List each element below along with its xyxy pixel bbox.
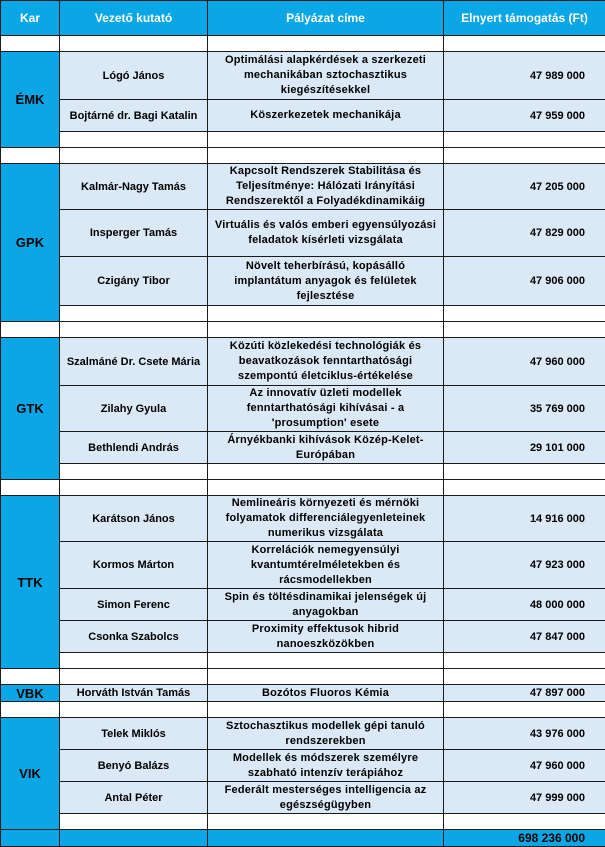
spacer-row: [1, 464, 605, 480]
table-row: [1, 100, 605, 132]
header-title: Pályázat címe: [208, 1, 444, 36]
spacer-row: [1, 480, 605, 496]
total-empty-cell: [60, 830, 208, 847]
title-cell: Sztochasztikus modellek gépi tanuló rendszerekben: [208, 718, 444, 750]
amount-cell: 47 989 000: [444, 52, 605, 100]
leader-cell: Zilahy Gyula: [60, 386, 208, 432]
amount-cell: 47 960 000: [444, 750, 605, 782]
table-row: [1, 386, 605, 432]
table-row: [1, 542, 605, 589]
amount-cell: 47 829 000: [444, 210, 605, 257]
title-cell: Modellek és módszerek személyre szabható intenzív terápiához: [208, 750, 444, 782]
spacer-row: [1, 669, 605, 685]
leader-cell: Lógó János: [60, 52, 208, 100]
title-cell: Kapcsolt Rendszerek Stabilitása és Teljesítménye: Hálózati Irányítási Rendszerektől a Folyadékdinamikáig: [208, 164, 444, 210]
amount-cell: 47 847 000: [444, 621, 605, 653]
leader-cell: Karátson János: [60, 496, 208, 542]
amount-cell: 29 101 000: [444, 432, 605, 464]
spacer-row: [1, 322, 605, 338]
table-row: [1, 750, 605, 782]
kar-cell-vik: VIK: [1, 718, 60, 830]
amount-cell: 47 205 000: [444, 164, 605, 210]
header-kar: Kar: [1, 1, 60, 36]
table-row: [1, 164, 605, 210]
title-cell: Közúti közlekedési technológiák és beavatkozások fenntarthatósági szempontú életciklus-értékelése: [208, 338, 444, 386]
leader-cell: Szalmáné Dr. Csete Mária: [60, 338, 208, 386]
total-empty-cell: [208, 830, 444, 847]
title-cell: Bozótos Fluoros Kémia: [208, 685, 444, 702]
table-row: [1, 782, 605, 814]
leader-cell: Bojtárné dr. Bagi Katalin: [60, 100, 208, 132]
amount-cell: 47 897 000: [444, 685, 605, 702]
total-empty-cell: [1, 830, 60, 847]
title-cell: Optimálási alapkérdések a szerkezeti mechanikában sztochasztikus kiegészítésekkel: [208, 52, 444, 100]
amount-cell: 47 923 000: [444, 542, 605, 589]
table-row: [1, 432, 605, 464]
leader-cell: Insperger Tamás: [60, 210, 208, 257]
leader-cell: Simon Ferenc: [60, 589, 208, 621]
table-row: [1, 496, 605, 542]
table-row: [1, 621, 605, 653]
leader-cell: Antal Péter: [60, 782, 208, 814]
spacer-row: [1, 702, 605, 718]
leader-cell: Csonka Szabolcs: [60, 621, 208, 653]
title-cell: Növelt teherbírású, kopásálló implantátum anyagok és felületek fejlesztése: [208, 257, 444, 306]
amount-cell: 47 999 000: [444, 782, 605, 814]
leader-cell: Benyó Balázs: [60, 750, 208, 782]
table-row: [1, 589, 605, 621]
title-cell: Virtuális és valós emberi egyensúlyozási feladatok kísérleti vizsgálata: [208, 210, 444, 257]
spacer-row: [1, 132, 605, 148]
amount-cell: 14 916 000: [444, 496, 605, 542]
table-row: [1, 257, 605, 306]
leader-cell: Bethlendi András: [60, 432, 208, 464]
header-row: [1, 1, 605, 36]
spacer-row: [1, 814, 605, 830]
kar-cell-gpk: GPK: [1, 164, 60, 322]
leader-cell: Kormos Márton: [60, 542, 208, 589]
leader-cell: Kalmár-Nagy Tamás: [60, 164, 208, 210]
title-cell: Köszerkezetek mechanikája: [208, 100, 444, 132]
spacer-row: [1, 36, 605, 52]
amount-cell: 43 976 000: [444, 718, 605, 750]
amount-cell: 47 906 000: [444, 257, 605, 306]
table-row: [1, 685, 605, 702]
spacer-row: [1, 306, 605, 322]
title-cell: Federált mesterséges intelligencia az egészségügyben: [208, 782, 444, 814]
amount-cell: 47 959 000: [444, 100, 605, 132]
table-row: [1, 52, 605, 100]
amount-cell: 47 960 000: [444, 338, 605, 386]
amount-cell: 48 000 000: [444, 589, 605, 621]
title-cell: Nemlineáris környezeti és mérnöki folyamatok differenciálegyenleteinek numerikus vizsgálata: [208, 496, 444, 542]
leader-cell: Czigány Tibor: [60, 257, 208, 306]
kar-cell-emk: ÉMK: [1, 52, 60, 148]
leader-cell: Horváth István Tamás: [60, 685, 208, 702]
header-leader: Vezető kutató: [60, 1, 208, 36]
title-cell: Spin és töltésdinamikai jelenségek új anyagokban: [208, 589, 444, 621]
title-cell: Árnyékbanki kihívások Közép-Kelet-Európában: [208, 432, 444, 464]
total-row: [1, 830, 605, 847]
table-row: [1, 210, 605, 257]
spacer-row: [1, 148, 605, 164]
title-cell: Proximity effektusok hibrid nanoeszközökben: [208, 621, 444, 653]
title-cell: Korrelációk nemegyensúlyi kvantumtérelméletekben és rácsmodellekben: [208, 542, 444, 589]
total-amount: 698 236 000: [444, 830, 605, 847]
kar-cell-gtk: GTK: [1, 338, 60, 480]
amount-cell: 35 769 000: [444, 386, 605, 432]
kar-cell-vbk: VBK: [1, 685, 60, 702]
table-row: [1, 718, 605, 750]
spacer-row: [1, 653, 605, 669]
header-amount: Elnyert támogatás (Ft): [444, 1, 605, 36]
leader-cell: Telek Miklós: [60, 718, 208, 750]
kar-cell-ttk: TTK: [1, 496, 60, 669]
title-cell: Az innovatív üzleti modellek fenntarthatósági kihívásai - a 'prosumption' esete: [208, 386, 444, 432]
table-row: [1, 338, 605, 386]
